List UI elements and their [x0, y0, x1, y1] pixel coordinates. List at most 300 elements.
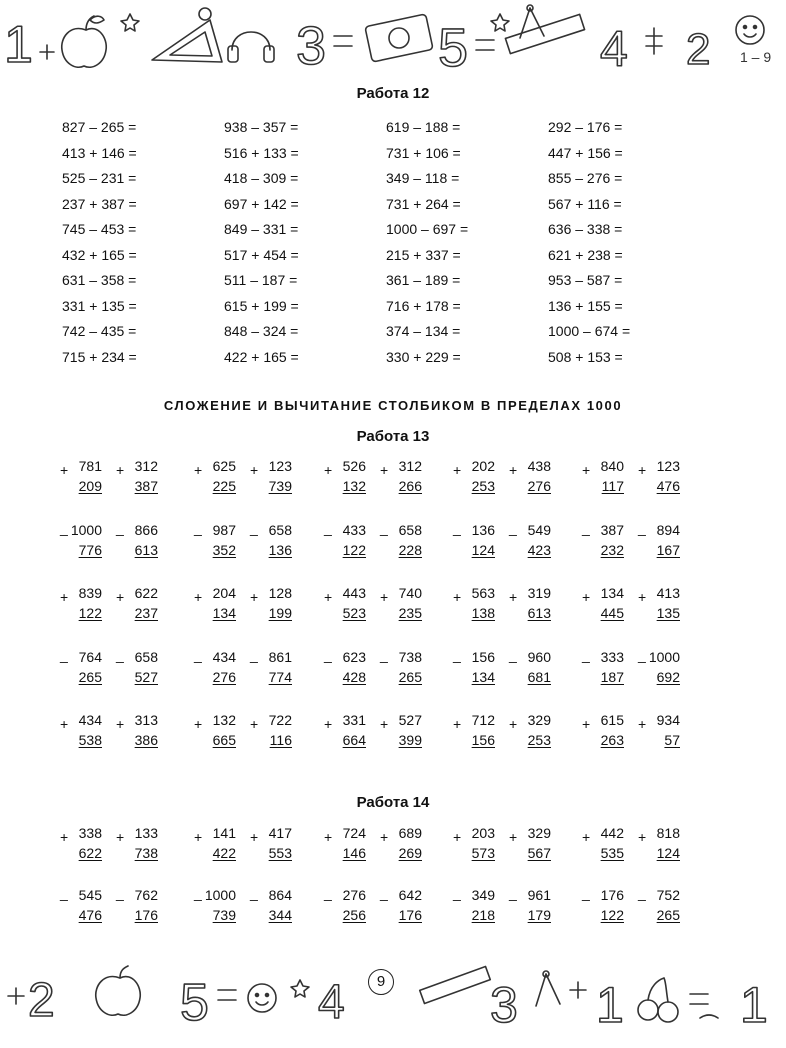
bottom-number: 344 [268, 907, 292, 923]
equation: 848 – 324 = [224, 323, 299, 339]
bottom-number: 209 [78, 478, 102, 494]
subtraction-problem [582, 521, 632, 566]
equation: 331 + 135 = [62, 297, 137, 314]
addition-problem [194, 711, 244, 756]
bottom-number: 122 [600, 907, 624, 923]
addition-problem [453, 584, 503, 629]
addition-problem [509, 711, 559, 756]
digit-three-doodle: 3 [296, 16, 327, 76]
bottom-number: 573 [471, 845, 495, 861]
apple-icon [96, 966, 141, 1015]
equation: 827 – 265 = [62, 119, 137, 135]
equation: 636 – 338 = [548, 221, 623, 237]
subtraction-problem [116, 521, 166, 566]
bottom-number: 134 [471, 668, 495, 685]
subtraction-problem [116, 648, 166, 693]
cherries-icon [638, 978, 678, 1022]
minus-sign: _ [194, 646, 202, 663]
equation: 621 + 238 = [548, 246, 623, 263]
top-number: 689 [398, 825, 422, 841]
plus-sign: + [509, 462, 518, 478]
small-plus-doodle [40, 45, 54, 59]
top-number: 276 [342, 887, 366, 903]
problem-row [60, 457, 760, 502]
minus-sign: _ [60, 519, 68, 536]
top-number: 622 [134, 585, 158, 601]
plus-sign: + [324, 589, 333, 605]
top-number: 840 [600, 458, 624, 474]
bottom-number: 135 [656, 605, 680, 621]
top-number: 387 [600, 521, 624, 538]
top-number: 331 [342, 712, 366, 728]
bottom-number: 265 [656, 907, 680, 923]
top-number: 642 [398, 887, 422, 903]
addition-problem [453, 824, 503, 869]
bottom-number: 523 [342, 605, 366, 621]
addition-problem [60, 584, 110, 629]
equation: 330 + 229 = [386, 348, 461, 365]
banknote-icon [365, 14, 433, 62]
top-number: 1000 [70, 521, 102, 538]
top-number: 658 [398, 521, 422, 538]
addition-problem [250, 711, 300, 756]
bottom-number: 476 [656, 478, 680, 494]
top-number: 176 [600, 887, 624, 903]
subtraction-problem [194, 886, 244, 931]
equation: 349 – 118 = [386, 170, 460, 186]
equation: 136 + 155 = [548, 297, 623, 314]
plus-sign: + [638, 589, 647, 605]
plus-sign: + [250, 716, 259, 732]
addition-problem [638, 584, 688, 629]
plus-sign: + [453, 716, 462, 732]
top-number: 615 [600, 712, 624, 728]
minus-sign: _ [60, 885, 68, 901]
section-heading: СЛОЖЕНИЕ И ВЫЧИТАНИЕ СТОЛБИКОМ В ПРЕДЕЛАХ 1000 [163, 398, 623, 413]
top-number: 861 [268, 648, 292, 665]
minus-sign: _ [582, 519, 590, 536]
top-number: 658 [134, 648, 158, 665]
problem-row [60, 824, 760, 869]
plus-sign: + [638, 462, 647, 478]
top-number: 781 [78, 458, 102, 474]
equation: 215 + 337 = [386, 246, 461, 263]
headphones-icon [228, 32, 274, 62]
addition-problem [60, 457, 110, 502]
plus-sign: + [250, 589, 259, 605]
plus-sign: + [60, 716, 69, 732]
minus-sign: _ [116, 646, 124, 663]
bottom-number: 134 [212, 605, 236, 621]
bottom-number: 167 [656, 541, 680, 558]
top-number: 987 [212, 521, 236, 538]
top-number: 960 [527, 648, 551, 665]
addition-problem [194, 457, 244, 502]
top-number: 443 [342, 585, 366, 601]
equation: 615 + 199 = [224, 297, 299, 314]
minus-sign: _ [509, 646, 517, 663]
plus-sign: + [453, 829, 462, 845]
top-number: 204 [212, 585, 236, 601]
plus-sign: + [60, 829, 69, 845]
subtraction-problem [509, 886, 559, 931]
subtraction-problem [60, 886, 110, 931]
star-doodle [291, 980, 309, 997]
equation: 731 + 264 = [386, 195, 461, 212]
bottom-number: 136 [268, 541, 292, 558]
equation: 508 + 153 = [548, 348, 623, 365]
smiley-face-icon [736, 16, 764, 44]
bottom-number: 399 [398, 732, 422, 748]
digit-one-doodle: 1 [596, 977, 624, 1033]
top-number: 134 [600, 585, 624, 601]
subtraction-problem [509, 521, 559, 566]
plus-sign: + [582, 829, 591, 845]
minus-sign: _ [582, 885, 590, 901]
bottom-number: 538 [78, 732, 102, 748]
addition-problem [638, 824, 688, 869]
minus-sign: _ [250, 646, 258, 663]
top-number: 961 [527, 887, 551, 903]
apple-icon [62, 16, 107, 67]
equation: 237 + 387 = [62, 195, 137, 212]
plus-sign: + [194, 462, 203, 478]
equation: 413 + 146 = [62, 144, 137, 161]
equation: 1000 – 697 = [386, 221, 469, 237]
bottom-number: 253 [527, 732, 551, 748]
work-14-title: Работа 14 [356, 794, 430, 811]
digit-one-doodle: 1 [740, 977, 768, 1033]
minus-sign: _ [582, 646, 590, 663]
addition-problem [509, 584, 559, 629]
minus-sign: _ [250, 519, 258, 536]
bottom-number: 739 [268, 478, 292, 494]
bottom-number: 665 [212, 732, 236, 748]
top-number: 313 [134, 712, 158, 728]
top-number: 894 [656, 521, 680, 538]
top-number: 203 [471, 825, 495, 841]
top-number: 128 [268, 585, 292, 601]
bottom-number: 146 [342, 845, 366, 861]
plus-sign: + [324, 462, 333, 478]
plus-sign-doodle [646, 28, 662, 54]
subtraction-problem [324, 886, 374, 931]
bottom-number: 423 [527, 541, 551, 558]
plus-sign: + [582, 716, 591, 732]
subtraction-problem [453, 886, 503, 931]
addition-problem [380, 457, 430, 502]
top-number: 740 [398, 585, 422, 601]
subtraction-problem [453, 648, 503, 693]
top-number: 934 [656, 712, 680, 728]
equation: 447 + 156 = [548, 144, 623, 161]
plus-sign: + [509, 829, 518, 845]
problem-row [60, 521, 760, 566]
digit-two-doodle: 2 [686, 25, 711, 74]
equation: 631 – 358 = [62, 272, 137, 288]
problem-row [60, 584, 760, 629]
bottom-number: 237 [134, 605, 158, 621]
top-number: 434 [78, 712, 102, 728]
bottom-number: 692 [656, 668, 680, 685]
addition-problem [453, 711, 503, 756]
top-number: 764 [78, 648, 102, 665]
top-number: 623 [342, 648, 366, 665]
bottom-number: 269 [398, 845, 422, 861]
bottom-number: 276 [527, 478, 551, 494]
top-number: 1000 [648, 648, 680, 665]
subtraction-problem [60, 521, 110, 566]
work-12-equations [62, 115, 762, 370]
subtraction-problem [509, 648, 559, 693]
top-number: 442 [600, 825, 624, 841]
minus-sign: _ [638, 646, 646, 663]
addition-problem [380, 711, 430, 756]
equation: 374 – 134 = [386, 323, 461, 339]
plus-sign: + [250, 462, 259, 478]
bottom-number: 776 [78, 541, 102, 558]
subtraction-problem [194, 521, 244, 566]
bottom-number: 428 [342, 668, 366, 685]
bottom-number: 265 [398, 668, 422, 685]
bottom-number: 422 [212, 845, 236, 861]
equation: 418 – 309 = [224, 170, 299, 186]
bottom-number: 225 [212, 478, 236, 494]
minus-sign: _ [380, 885, 388, 901]
minus-sign: _ [638, 885, 646, 901]
bottom-number: 276 [212, 668, 236, 685]
bottom-number: 567 [527, 845, 551, 861]
subtraction-problem [638, 521, 688, 566]
top-number: 864 [268, 887, 292, 903]
bottom-number: 387 [134, 478, 158, 494]
equation: 731 + 106 = [386, 144, 461, 161]
top-number: 329 [527, 712, 551, 728]
bottom-decorative-border [0, 960, 786, 1038]
addition-problem [509, 824, 559, 869]
bottom-number: 527 [134, 668, 158, 685]
equals-sign-doodle [690, 994, 708, 1004]
problem-row [60, 648, 760, 693]
bottom-number: 738 [134, 845, 158, 861]
equation: 855 – 276 = [548, 170, 623, 186]
plus-sign: + [194, 716, 203, 732]
top-number: 338 [78, 825, 102, 841]
digit-five-doodle: 5 [438, 18, 469, 78]
triangle-ruler-icon [152, 20, 222, 62]
equation: 619 – 188 = [386, 119, 461, 135]
addition-problem [116, 457, 166, 502]
addition-problem [194, 584, 244, 629]
star-doodle [491, 14, 509, 31]
top-number: 527 [398, 712, 422, 728]
bottom-number: 445 [600, 605, 624, 621]
minus-sign: _ [250, 885, 258, 901]
top-number: 333 [600, 648, 624, 665]
minus-sign: _ [509, 885, 517, 901]
top-number: 738 [398, 648, 422, 665]
top-number: 312 [398, 458, 422, 474]
equation: 525 – 231 = [62, 170, 137, 186]
plus-sign-doodle [570, 982, 586, 998]
top-number: 133 [134, 825, 158, 841]
plus-sign: + [116, 829, 125, 845]
problem-row [60, 886, 760, 931]
addition-problem [116, 824, 166, 869]
minus-sign: _ [194, 519, 202, 536]
top-number: 438 [527, 458, 551, 474]
digit-two-doodle: 2 [28, 974, 55, 1027]
plus-sign: + [250, 829, 259, 845]
subtraction-problem [582, 886, 632, 931]
bottom-number: 228 [398, 541, 422, 558]
plus-sign: + [582, 589, 591, 605]
plus-sign: + [509, 589, 518, 605]
plus-sign: + [380, 462, 389, 478]
top-number: 563 [471, 585, 495, 601]
bottom-number: 199 [268, 605, 292, 621]
minus-sign: _ [324, 646, 332, 663]
bottom-number: 774 [268, 668, 292, 685]
bottom-number: 266 [398, 478, 422, 494]
subtraction-problem [60, 648, 110, 693]
subtraction-problem [116, 886, 166, 931]
addition-problem [324, 824, 374, 869]
top-number: 132 [212, 712, 236, 728]
top-number: 434 [212, 648, 236, 665]
equation: 567 + 116 = [548, 195, 622, 212]
equation: 953 – 587 = [548, 272, 623, 288]
digit-one-doodle: 1 [4, 16, 33, 74]
top-number: 866 [134, 521, 158, 538]
plus-sign-doodle [8, 988, 24, 1004]
top-number: 123 [656, 458, 680, 474]
plus-sign: + [380, 716, 389, 732]
equation: 742 – 435 = [62, 323, 137, 339]
problem-row [60, 711, 760, 756]
page-number: 9 [368, 969, 394, 995]
addition-problem [380, 584, 430, 629]
star-doodle [121, 14, 139, 31]
plus-sign: + [453, 462, 462, 478]
bottom-number: 664 [342, 732, 366, 748]
equation: 715 + 234 = [62, 348, 137, 365]
bottom-number: 132 [342, 478, 366, 494]
bottom-number: 352 [212, 541, 236, 558]
top-number: 625 [212, 458, 236, 474]
plus-sign: + [116, 462, 125, 478]
compass-icon [536, 971, 560, 1006]
top-number: 417 [268, 825, 292, 841]
bottom-number: 116 [269, 732, 292, 748]
top-decorative-border [0, 0, 786, 78]
bottom-number: 117 [601, 478, 624, 494]
subtraction-problem [250, 648, 300, 693]
ruler-icon [505, 14, 584, 53]
digit-four-doodle: 4 [318, 976, 345, 1029]
subtraction-problem [324, 521, 374, 566]
plus-sign: + [116, 716, 125, 732]
addition-problem [582, 711, 632, 756]
bottom-number: 122 [78, 605, 102, 621]
top-number: 156 [471, 648, 495, 665]
ruler-icon [420, 966, 491, 1003]
plus-sign: + [638, 716, 647, 732]
addition-problem [324, 584, 374, 629]
bottom-number: 179 [527, 907, 551, 923]
bottom-number: 253 [471, 478, 495, 494]
minus-sign: _ [509, 519, 517, 536]
small-digits-doodle: 1 – 9 [740, 49, 772, 65]
subtraction-problem [324, 648, 374, 693]
equation: 849 – 331 = [224, 221, 299, 237]
top-number: 1000 [204, 887, 236, 903]
top-number: 762 [134, 887, 158, 903]
top-number: 433 [342, 521, 366, 538]
addition-problem [250, 824, 300, 869]
equation: 516 + 133 = [224, 144, 299, 161]
top-number: 724 [342, 825, 366, 841]
top-number: 141 [212, 825, 236, 841]
minus-sign: _ [638, 519, 646, 536]
minus-sign: _ [453, 885, 461, 901]
bottom-number: 476 [78, 907, 102, 923]
minus-sign: _ [116, 885, 124, 901]
subtraction-problem [380, 886, 430, 931]
subtraction-problem [453, 521, 503, 566]
bottom-number: 235 [398, 605, 422, 621]
addition-problem [324, 457, 374, 502]
plus-sign: + [380, 829, 389, 845]
subtraction-problem [194, 648, 244, 693]
smiley-face-icon [248, 984, 276, 1012]
addition-problem [582, 584, 632, 629]
plus-sign: + [453, 589, 462, 605]
bottom-number: 57 [664, 732, 680, 748]
bottom-number: 739 [212, 907, 236, 923]
subtraction-problem [638, 648, 688, 693]
bottom-number: 122 [342, 541, 366, 558]
addition-problem [116, 711, 166, 756]
equals-sign-doodle [218, 990, 236, 1000]
bottom-number: 386 [134, 732, 158, 748]
bottom-number: 553 [268, 845, 292, 861]
subtraction-problem [250, 521, 300, 566]
bottom-number: 613 [134, 541, 158, 558]
top-number: 349 [471, 887, 495, 903]
top-number: 752 [656, 887, 680, 903]
bottom-number: 124 [656, 845, 680, 861]
top-number: 329 [527, 825, 551, 841]
work-13-title: Работа 13 [356, 428, 430, 445]
squiggle-doodle [700, 1015, 718, 1018]
plus-sign: + [380, 589, 389, 605]
top-number: 123 [268, 458, 292, 474]
top-number: 545 [78, 887, 102, 903]
minus-sign: _ [380, 519, 388, 536]
equation: 938 – 357 = [224, 119, 299, 135]
addition-problem [250, 584, 300, 629]
addition-problem [60, 711, 110, 756]
work-12-title: Работа 12 [356, 85, 430, 102]
minus-sign: _ [60, 646, 68, 663]
subtraction-problem [380, 648, 430, 693]
addition-problem [638, 457, 688, 502]
top-number: 136 [471, 521, 495, 538]
plus-sign: + [638, 829, 647, 845]
equation: 511 – 187 = [224, 272, 298, 288]
equation: 1000 – 674 = [548, 323, 631, 339]
